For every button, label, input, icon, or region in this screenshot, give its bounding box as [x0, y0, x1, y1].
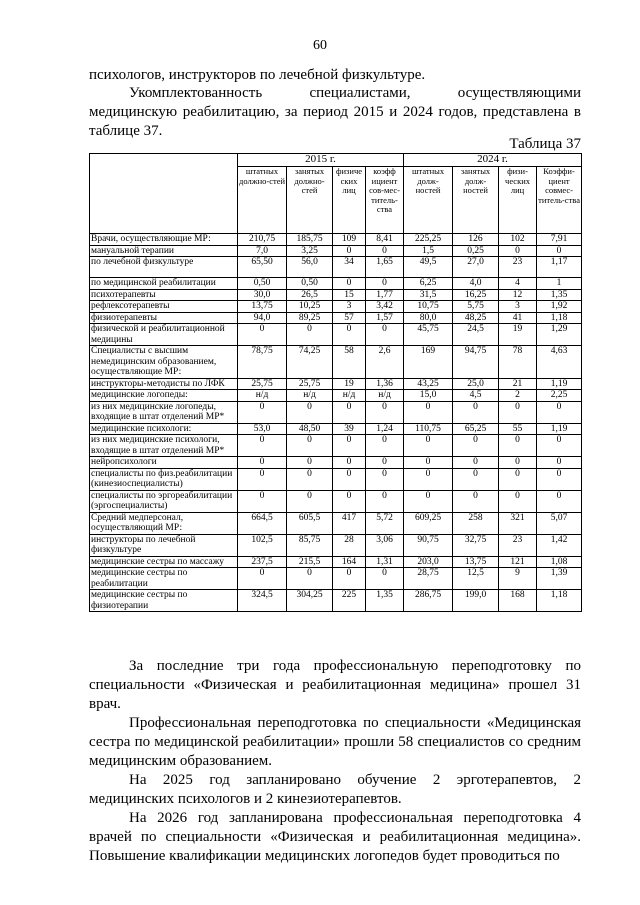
- row-value: н/д: [333, 390, 366, 402]
- row-label: по лечебной физкультуре: [90, 257, 238, 278]
- row-value: 58: [333, 346, 366, 379]
- table-row: [90, 312, 582, 324]
- row-value: 15: [333, 289, 366, 301]
- row-label: из них медицинские логопеды, входящие в штат отделений МР*: [90, 401, 238, 423]
- row-value: 0: [366, 468, 404, 490]
- row-value: 0: [537, 468, 582, 490]
- table-row: [90, 301, 582, 313]
- row-value: 164: [333, 556, 366, 568]
- row-value: н/д: [287, 390, 333, 402]
- row-label: физиотерапевты: [90, 312, 238, 324]
- row-value: 110,75: [404, 423, 453, 435]
- row-label: по медицинской реабилитации: [90, 278, 238, 290]
- header-sub-cell: коэфф ициент сов-мес-титель-ства: [366, 167, 404, 234]
- header-2015: 2015 г.: [238, 154, 404, 167]
- row-value: 23: [499, 257, 537, 278]
- row-value: 48,50: [287, 423, 333, 435]
- row-value: 49,5: [404, 257, 453, 278]
- table-row: [90, 257, 582, 278]
- row-value: 185,75: [287, 234, 333, 246]
- row-value: 55: [499, 423, 537, 435]
- row-value: 34: [333, 257, 366, 278]
- row-value: 0: [366, 324, 404, 346]
- row-value: 1,19: [537, 423, 582, 435]
- table-row: [90, 324, 582, 346]
- row-label: медицинские логопеды:: [90, 390, 238, 402]
- row-value: 126: [453, 234, 499, 246]
- header-empty-cell: [90, 154, 238, 234]
- table-row: [90, 423, 582, 435]
- row-value: 1,36: [366, 378, 404, 390]
- row-label: специалисты по физ.реабилитации (кинезиоспециалисты): [90, 468, 238, 490]
- row-value: 0: [287, 468, 333, 490]
- row-value: 102,5: [238, 534, 287, 556]
- row-value: 0: [238, 435, 287, 457]
- row-value: 0: [238, 324, 287, 346]
- row-value: 2: [499, 390, 537, 402]
- header-sub-cell: занятых должно-стей: [287, 167, 333, 234]
- paragraph-plan-2026: На 2026 год запланирована профессиональная переподготовка 4 врачей по специальности «Физическая и реабилитационная медицина». Повышение квалификации медицинских логопедов будет проводиться по: [89, 810, 581, 864]
- row-value: 43,25: [404, 378, 453, 390]
- row-value: 65,50: [238, 257, 287, 278]
- row-value: 0: [238, 457, 287, 469]
- row-value: 94,75: [453, 346, 499, 379]
- row-value: 0: [287, 401, 333, 423]
- table-row: [90, 468, 582, 490]
- row-value: 0: [366, 457, 404, 469]
- row-label: инструкторы-методисты по ЛФК: [90, 378, 238, 390]
- row-value: 0: [287, 457, 333, 469]
- table-row: [90, 556, 582, 568]
- row-label: нейропсихологи: [90, 457, 238, 469]
- table-row: [90, 490, 582, 512]
- row-label: Специалисты с высшим немедицинским образованием, осуществляющие МР:: [90, 346, 238, 379]
- row-value: 0: [333, 401, 366, 423]
- row-value: 2,25: [537, 390, 582, 402]
- row-label: специалисты по эргореабилитации (эргоспециалисты): [90, 490, 238, 512]
- row-value: 23: [499, 534, 537, 556]
- row-value: 0: [453, 490, 499, 512]
- row-value: 7,91: [537, 234, 582, 246]
- row-value: 304,25: [287, 590, 333, 612]
- row-value: 21: [499, 378, 537, 390]
- row-value: 13,75: [238, 301, 287, 313]
- row-value: 609,25: [404, 512, 453, 534]
- row-value: 0: [537, 457, 582, 469]
- row-value: 0: [238, 401, 287, 423]
- row-value: 10,25: [287, 301, 333, 313]
- row-value: 25,0: [453, 378, 499, 390]
- header-sub-cell: штатных должно-стей: [238, 167, 287, 234]
- row-value: 28,75: [404, 568, 453, 590]
- row-value: 25,75: [238, 378, 287, 390]
- table-row: [90, 278, 582, 290]
- row-value: 225: [333, 590, 366, 612]
- row-value: 0,50: [238, 278, 287, 290]
- row-label: мануальной терапии: [90, 245, 238, 257]
- row-value: 30,0: [238, 289, 287, 301]
- body-text: [89, 657, 581, 866]
- row-value: 0: [238, 568, 287, 590]
- row-value: 4,5: [453, 390, 499, 402]
- table-row: [90, 435, 582, 457]
- row-value: 3: [499, 301, 537, 313]
- row-value: 0: [287, 490, 333, 512]
- table-row: [90, 378, 582, 390]
- row-value: 4: [499, 278, 537, 290]
- page-number: 60: [313, 38, 327, 53]
- row-value: 0: [499, 401, 537, 423]
- row-value: 1,39: [537, 568, 582, 590]
- row-value: 85,75: [287, 534, 333, 556]
- header-sub-cell: занятых долж-ностей: [453, 167, 499, 234]
- row-value: 203,0: [404, 556, 453, 568]
- row-value: 9: [499, 568, 537, 590]
- row-value: 3,06: [366, 534, 404, 556]
- row-value: 31,5: [404, 289, 453, 301]
- row-value: 0: [404, 468, 453, 490]
- row-value: 19: [499, 324, 537, 346]
- paragraph-retraining-doctors: За последние три года профессиональную переподготовку по специальности «Физическая и реабилитационная медицина» прошел 31 врач.: [89, 658, 581, 712]
- row-value: 1,42: [537, 534, 582, 556]
- row-value: 0: [499, 245, 537, 257]
- table-body: [90, 234, 582, 612]
- row-value: 168: [499, 590, 537, 612]
- intro-line: психологов, инструкторов по лечебной физкультуре.: [89, 67, 426, 83]
- table-row: [90, 234, 582, 246]
- row-value: 56,0: [287, 257, 333, 278]
- row-value: 57: [333, 312, 366, 324]
- table-header-group-row: [90, 154, 582, 167]
- row-value: 25,75: [287, 378, 333, 390]
- row-value: 80,0: [404, 312, 453, 324]
- row-value: 26,5: [287, 289, 333, 301]
- row-value: 4,63: [537, 346, 582, 379]
- row-value: 1,77: [366, 289, 404, 301]
- row-value: 0: [366, 490, 404, 512]
- row-value: 0: [333, 435, 366, 457]
- row-label: медицинские сестры по физиотерапии: [90, 590, 238, 612]
- row-value: 0: [499, 435, 537, 457]
- paragraph-plan-2025: На 2025 год запланировано обучение 2 эрготерапевтов, 2 медицинских психологов и 2 кинезиотерапевтов.: [89, 772, 581, 807]
- row-label: из них медицинские психологи, входящие в штат отделений МР*: [90, 435, 238, 457]
- row-value: 324,5: [238, 590, 287, 612]
- row-value: 0: [499, 468, 537, 490]
- row-value: 5,75: [453, 301, 499, 313]
- row-value: 0: [453, 468, 499, 490]
- row-value: 0: [333, 457, 366, 469]
- row-value: 0: [333, 490, 366, 512]
- row-value: н/д: [366, 390, 404, 402]
- row-value: 15,0: [404, 390, 453, 402]
- row-value: 321: [499, 512, 537, 534]
- row-value: 0: [404, 435, 453, 457]
- row-value: 0: [537, 490, 582, 512]
- row-value: 0: [333, 468, 366, 490]
- row-value: 0: [287, 324, 333, 346]
- table-row: [90, 568, 582, 590]
- row-value: 1,19: [537, 378, 582, 390]
- row-value: 27,0: [453, 257, 499, 278]
- row-value: н/д: [238, 390, 287, 402]
- row-value: 1,08: [537, 556, 582, 568]
- header-sub-cell: физи-ческих лиц: [499, 167, 537, 234]
- row-value: 0: [499, 457, 537, 469]
- row-value: 109: [333, 234, 366, 246]
- row-value: 0: [366, 401, 404, 423]
- row-value: 1,24: [366, 423, 404, 435]
- row-value: 0: [333, 568, 366, 590]
- row-value: 0,50: [287, 278, 333, 290]
- row-value: 0,25: [453, 245, 499, 257]
- row-value: 78: [499, 346, 537, 379]
- row-label: Врачи, осуществляющие МР:: [90, 234, 238, 246]
- row-value: 65,25: [453, 423, 499, 435]
- table-caption: Таблица 37: [509, 136, 581, 152]
- row-value: 0: [537, 401, 582, 423]
- row-value: 45,75: [404, 324, 453, 346]
- row-value: 13,75: [453, 556, 499, 568]
- row-value: 215,5: [287, 556, 333, 568]
- row-value: 12: [499, 289, 537, 301]
- row-label: психотерапевты: [90, 289, 238, 301]
- row-value: 41: [499, 312, 537, 324]
- paragraph-retraining-nurses: Профессиональная переподготовка по специальности «Медицинская сестра по медицинской реабилитации» прошли 58 специалистов со средним медицинским образованием.: [89, 715, 581, 769]
- row-value: 90,75: [404, 534, 453, 556]
- row-value: 0: [453, 457, 499, 469]
- row-value: 1,35: [537, 289, 582, 301]
- row-value: 0: [499, 490, 537, 512]
- row-value: 1,65: [366, 257, 404, 278]
- row-value: 0: [238, 490, 287, 512]
- row-label: рефлексотерапевты: [90, 301, 238, 313]
- row-value: 19: [333, 378, 366, 390]
- row-value: 0: [333, 324, 366, 346]
- row-value: 121: [499, 556, 537, 568]
- row-value: 3: [333, 301, 366, 313]
- table-row: [90, 534, 582, 556]
- staffing-table: [89, 153, 582, 612]
- row-value: 1: [537, 278, 582, 290]
- row-value: 605,5: [287, 512, 333, 534]
- row-value: 1,18: [537, 590, 582, 612]
- row-value: 1,31: [366, 556, 404, 568]
- row-value: 0: [453, 401, 499, 423]
- header-2024: 2024 г.: [404, 154, 582, 167]
- row-value: 1,29: [537, 324, 582, 346]
- row-value: 78,75: [238, 346, 287, 379]
- row-label: медицинские психологи:: [90, 423, 238, 435]
- row-value: 1,92: [537, 301, 582, 313]
- header-sub-cell: штатных долж-ностей: [404, 167, 453, 234]
- row-value: 0: [366, 245, 404, 257]
- intro-paragraph: Укомплектованность специалистами, осуществляющими медицинскую реабилитацию, за период 2015 и 2024 годов, представлена в таблице 37.: [89, 85, 581, 139]
- row-value: 2,6: [366, 346, 404, 379]
- row-value: 0: [366, 435, 404, 457]
- table-row: [90, 346, 582, 379]
- row-value: 1,35: [366, 590, 404, 612]
- row-value: 0: [453, 435, 499, 457]
- row-value: 0: [366, 568, 404, 590]
- row-value: 24,5: [453, 324, 499, 346]
- row-value: 89,25: [287, 312, 333, 324]
- row-value: 417: [333, 512, 366, 534]
- row-value: 12,5: [453, 568, 499, 590]
- row-value: 0: [287, 435, 333, 457]
- row-value: 5,07: [537, 512, 582, 534]
- row-label: медицинские сестры по массажу: [90, 556, 238, 568]
- header-sub-cell: Коэффи-циент совмес-титель-ства: [537, 167, 582, 234]
- table-row: [90, 590, 582, 612]
- row-label: медицинские сестры по реабилитации: [90, 568, 238, 590]
- row-value: 286,75: [404, 590, 453, 612]
- row-label: Средний медперсонал, осуществляющий МР:: [90, 512, 238, 534]
- row-value: 0: [537, 435, 582, 457]
- row-value: 1,5: [404, 245, 453, 257]
- row-value: 169: [404, 346, 453, 379]
- header-sub-cell: физиче ских лиц: [333, 167, 366, 234]
- row-value: 53,0: [238, 423, 287, 435]
- row-value: 0: [333, 245, 366, 257]
- row-value: 0: [404, 401, 453, 423]
- table-row: [90, 401, 582, 423]
- row-value: 1,57: [366, 312, 404, 324]
- row-value: 6,25: [404, 278, 453, 290]
- table-row: [90, 512, 582, 534]
- table-row: [90, 289, 582, 301]
- table-row: [90, 457, 582, 469]
- row-value: 4,0: [453, 278, 499, 290]
- row-value: 664,5: [238, 512, 287, 534]
- row-value: 0: [404, 490, 453, 512]
- row-value: 0: [366, 278, 404, 290]
- row-value: 0: [404, 457, 453, 469]
- row-value: 258: [453, 512, 499, 534]
- table-row: [90, 390, 582, 402]
- row-label: физической и реабилитационной медицины: [90, 324, 238, 346]
- row-value: 199,0: [453, 590, 499, 612]
- row-value: 28: [333, 534, 366, 556]
- row-value: 1,17: [537, 257, 582, 278]
- row-value: 225,25: [404, 234, 453, 246]
- row-value: 39: [333, 423, 366, 435]
- row-value: 3,42: [366, 301, 404, 313]
- row-label: инструкторы по лечебной физкультуре: [90, 534, 238, 556]
- row-value: 94,0: [238, 312, 287, 324]
- row-value: 3,25: [287, 245, 333, 257]
- row-value: 32,75: [453, 534, 499, 556]
- row-value: 5,72: [366, 512, 404, 534]
- row-value: 102: [499, 234, 537, 246]
- row-value: 48,25: [453, 312, 499, 324]
- row-value: 16,25: [453, 289, 499, 301]
- row-value: 237,5: [238, 556, 287, 568]
- row-value: 0: [238, 468, 287, 490]
- row-value: 210,75: [238, 234, 287, 246]
- row-value: 8,41: [366, 234, 404, 246]
- row-value: 0: [333, 278, 366, 290]
- row-value: 74,25: [287, 346, 333, 379]
- row-value: 10,75: [404, 301, 453, 313]
- row-value: 1,18: [537, 312, 582, 324]
- row-value: 0: [287, 568, 333, 590]
- row-value: 0: [537, 245, 582, 257]
- table-row: [90, 245, 582, 257]
- row-value: 7,0: [238, 245, 287, 257]
